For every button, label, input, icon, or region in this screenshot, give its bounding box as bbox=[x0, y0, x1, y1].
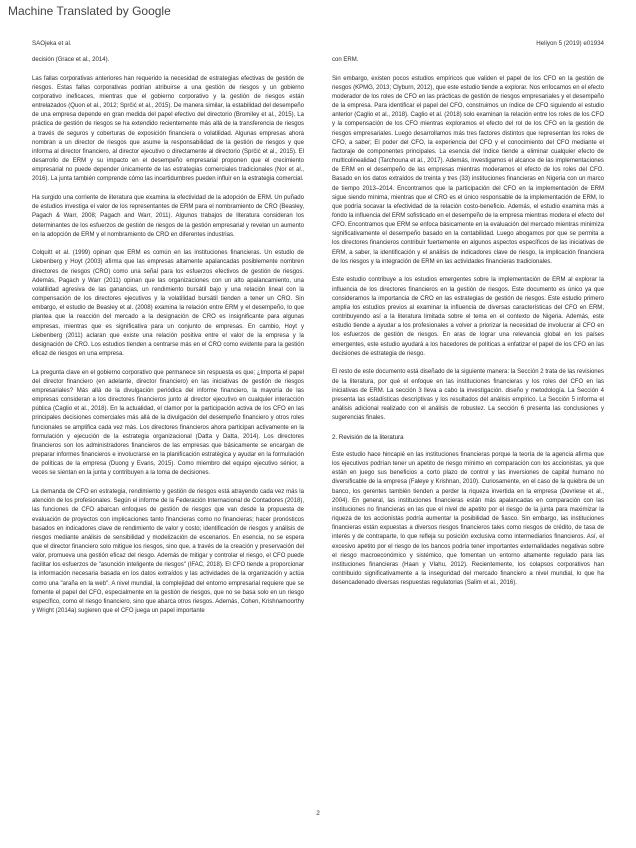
right-paragraph-2: Sin embargo, existen pocos estudios empíricos que validen el papel de los CFO en la gestión de riesgos (KPMG, 2013; Clyburn, 2012), que este estudio tiende a explorar. Nos enfocamos en el efecto moderador de los roles de CFO en las prácticas de gestión de riesgos empresariales y el desempeño de la empresa. Para identificar el papel del CFO, construimos un índice de CFO siguiendo el estudio anterior (Caglio et al., 2018). Caglio et al. (2018) solo examinan la relación entre los roles de los CFO y la compensación de los CFO mientras exploramos el efecto del rol de los CFO en la gestión de riesgos empresariales. Luego desarrollamos más tres factores distintos que representan los roles de CFO, a saber; El poder del CFO, la experiencia del CFO y el conocimiento del CFO mediante el factoraje de componentes principales. La esencia del índice tiende a eliminar cualquier efecto de multicolinealidad (Tarchouna et al., 2017). Además, investigamos el alcance de las implementaciones de ERM en el desempeño de las empresas mientras moderamos el efecto de los roles del CFO. Basado en los datos extraídos de treinta y tres (33) instituciones financieras en Nigeria con un marco de tiempo 2013–2014. Encontramos que la participación del CFO en la implementación de ERM sigue siendo mínima, mientras que el CRO es el único responsable de la implementación de ERM, lo que podría socavar la efectividad de la relación costo-beneficio. Además, el estudio examina más a fondo la influencia del ERM sofisticado en el desempeño de la empresa mientras modera el efecto del CFO. Encontramos que ERM se enfoca básicamente en la evaluación del mercado mientras minimiza significativamente el desempeño basado en la contabilidad. Luego abogamos por que se permita a los directores financieros contribuir fuertemente en algunos aspectos específicos de las iniciativas de ERM, a saber, la identificación y el análisis de indicadores clave de riesgo, la implicación financiera de los riesgos y la integración de ERM en las actividades financieras tradicionales. bbox=[332, 75, 604, 265]
running-header-authors: SAOjeka et al. bbox=[32, 40, 72, 47]
page-number: 2 bbox=[316, 810, 320, 817]
running-header-journal: Heliyon 5 (2019) e01934 bbox=[536, 40, 604, 47]
right-paragraph-5: Este estudio hace hincapié en las instituciones financieras porque la teoría de la agencia afirma que los ejecutivos podrían tener un apetito de riesgo mínimo en comparación con los accionistas, ya que están en juego sus beneficios a corto plazo de control y las inversiones de capital humano no diversificable de la empresa (Faleye y Krishnan, 2010). Curiosamente, en el caso de la quiebra de un banco, los gerentes también tienden a perder la riqueza invertida en la empresa (Devriese et al., 2004). En general, las instituciones financieras están más apalancadas en comparación con las instituciones no financieras en las que el nivel de apetito por el riesgo de la junta para maximizar la riqueza de los accionistas podría aumentar la posibilidad de fiasco. Sin embargo, las instituciones financieras están expuestas a diversos riesgos financieros tales como riesgos de crédito, de tasa de interés y de contraparte, lo que refleja su posición exclusiva como intermediarios financieros. Así, el excesivo apetito por el riesgo de los bancos podría tener importantes externalidades negativas sobre el riesgo macroeconómico y sistémico, que fomentan un entorno altamente regulado para las instituciones financieras (Haan y Vlahu, 2012). Recientemente, los colapsos corporativos han contribuido significativamente a la inseguridad del mercado financiero a nivel mundial, lo que ha desencadenado diversas respuestas regulatorias (Salim et al., 2016). bbox=[332, 451, 604, 587]
left-paragraph-4: Colquitt et al. (1999) opinan que ERM es común en las instituciones financieras. Un estudio de Liebenberg y Hoyt (2003) afirma que las empresas altamente apalancadas posiblemente nombren directores de riesgos (CRO) como una señal para los esfuerzos efectivos de gestión de riesgos. Además, Pagach y Warr (2011) opinan que las organizaciones con un alto apalancamiento, una volatilidad agresiva de las ganancias, un rendimiento bursátil bajo y una relación lineal con la compensación de los directores ejecutivos y la volatilidad bursátil tienden a tener un CRO. Sin embargo, el estudio de Beasley et al. (2008) examina la relación entre ERM y el desempeño, lo que plantea que la reacción del mercado a la designación de CRO es insignificante para algunas empresas, mientras que es significativa para un conjunto de empresas. En cambio, Hoyt y Liebenberg (2011) aclaran que existe una relación positiva entre el valor de la empresa y la designación de CRO. Los estudios tienden a centrarse más en el CRO como evidente para la gestión eficaz de riesgos en una empresa. bbox=[32, 250, 304, 358]
section-title-literature-review: 2. Revisión de la literatura bbox=[332, 433, 404, 441]
right-paragraph-3: Este estudio contribuye a los estudios emergentes sobre la implementación de ERM al explorar la influencia de los directores financieros en la gestión de riesgos. Este documento es único ya que consideramos la importancia de CRO en las estrategias de gestión de riesgos. Este estudio primero amplía los estudios previos al examinar la influencia de diversas características del CFO en ERM, contribuyendo así a la literatura limitada sobre el tema en el contexto de Nigeria. Además, este estudio tiende a ayudar a los profesionales a volver a priorizar la necesidad de involucrar al CFO en los esfuerzos de gestión de riesgos. En aras de lograr una relevancia global en los países emergentes, este estudio ayudará a los hacedores de políticas a enfatizar el papel de los CFO en las decisiones de estrategia de riesgo. bbox=[332, 277, 604, 357]
left-column bbox=[32, 56, 304, 626]
left-paragraph-3: Ha surgido una corriente de literatura que examina la efectividad de la adopción de ERM. Un puñado de estudios investiga el valor de los representantes de ERM para el nombramiento de CRO (Beasley, Pagach & Warr, 2008; Pagach and Warr, 2011). Algunos trabajos de literatura consideran los determinantes de los esfuerzos de gestión de riesgos de la gestión empresarial y revelan un aumento en la adopción de ERM y el nombramiento de CRO en diferentes industrias. bbox=[32, 195, 304, 238]
left-paragraph-5: La pregunta clave en el gobierno corporativo que permanece sin respuesta es que; ¿Importa el papel del director financiero (en adelante, director financiero) en las iniciativas de gestión de riesgos empresariales? Más allá de la divulgación periódica del informe financiero, la mayoría de las empresas consideran a los directores financieros junto al director ejecutivo en cualquier interacción pública (Caglio et al., 2018). En la actualidad, el clamor por la participación activa de los CFO en las principales decisiones comerciales más allá de la divulgación del desempeño financiero y otros roles funcionales se amplifica cada vez más. Los directores financieros ahora participan activamente en la formulación y ejecución de la estrategia organizacional (Datta y Datta, 2014). Los directores financieros son los administradores financieros de las empresas que básicamente se encargan de preparar informes financieros e involucrarse en la planificación estratégica y ayudar en la formulación de políticas de la empresa (Duong y Evans, 2015). Como miembro del equipo ejecutivo sénior, a veces se sientan en la junta y contribuyen a la toma de decisiones. bbox=[32, 369, 304, 477]
right-paragraph-4: El resto de este documento está diseñado de la siguiente manera: la Sección 2 trata de las revisiones de la literatura, por qué el enfoque en las instituciones financieras y los roles del CFO en las iniciativas de ERM. La sección 3 lleva a cabo la investigación. diseño y metodología. La Sección 4 presenta las estadísticas descriptivas y los resultados del análisis empírico. La Sección 5 informa el análisis adicional realizado con el análisis de robustez. La sección 6 presenta las conclusiones y sugerencias finales. bbox=[332, 369, 604, 422]
left-paragraph-2: Las fallas corporativas anteriores han requerido la necesidad de estrategias efectivas de gestión de riesgos. Estas fallas corporativas podrían atribuirse a una gestión de riesgos y un gobierno corporativo ineficaces, mientras que el gobierno corporativo y la gestión de riesgos están entrelazados (Quon et al., 2012; Sprčić et al., 2015). De manera similar, la estabilidad del desempeño de una empresa depende en gran medida del papel efectivo del directorio (Bromiley et al., 2015). La práctica de gestión de riesgos se ha extendido recientemente más allá de la transferencia de riesgos a través de seguros y coberturas de exposición financiera o volatilidad. Algunas empresas ahora nombran a un director de riesgos que asume la responsabilidad de la gestión de riesgos y que informa al director financiero, al director ejecutivo o directamente al directorio (Sprčić et al., 2015). El desarrollo de ERM y su impacto en el desempeño empresarial proponen que el crecimiento empresarial no puede depender únicamente de las estrategias comerciales tradicionales (Nor et al., 2016). La junta también comprende cómo las incertidumbres pueden influir en la estrategia comercial. bbox=[32, 75, 304, 183]
left-paragraph-1: decisión (Grace et al., 2014). bbox=[32, 57, 110, 63]
right-column bbox=[332, 56, 604, 598]
left-paragraph-6: La demanda de CFO en estrategia, rendimiento y gestión de riesgos está atrayendo cada vez más la atención de los profesionales. Según el informe de la Federación Internacional de Contadores (2018), las funciones de CFO abarcan enfoques de gestión de riesgos que van desde la propuesta de evaluación de proyectos con implicaciones tanto financieras como no financieras; hacer pronósticos basados en indicadores clave de rendimiento de valor y costo; identificación de riesgos y análisis de riesgos mediante análisis de sensibilidad y modelización de escenarios. En esencia, no se espera que el director financiero solo mitigue los riesgos, sino que, a través de la creación y preservación del valor, promueva una gestión eficaz del riesgo. Además de mitigar y controlar el riesgo, el CFO puede facilitar los esfuerzos de "asunción inteligente de riesgos" (IFAC, 2018). El CFO tiende a proporcionar la información necesaria basada en los datos extraídos y las actividades de la organización y actúa como una "araña en la web". A nivel mundial, la complejidad del entorno empresarial requiere que se fomente el papel del CFO, especialmente en la gestión de riesgos, que no se basa solo en un riesgo específico, como el riesgo financiero, sino que abarca otros riesgos. Además, Cohen, Krishnamoorthy y Wright (2014a) sugieren que el CFO juega un papel importante bbox=[32, 489, 304, 615]
right-paragraph-1: con ERM. bbox=[332, 57, 359, 63]
machine-translated-banner: Machine Translated by Google bbox=[8, 4, 171, 18]
